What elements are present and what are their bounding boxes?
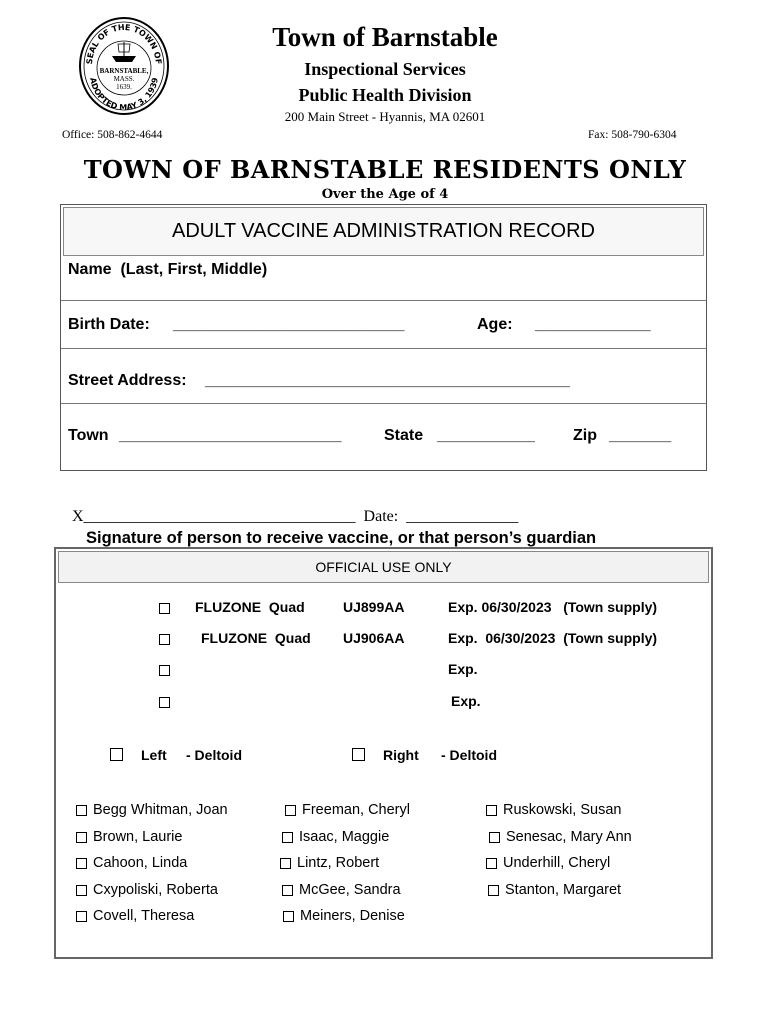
- age-requirement: Over the Age of 4: [321, 187, 449, 202]
- birth-date-label: Birth Date:: [68, 316, 150, 333]
- vaccine-expiration: Exp.: [448, 661, 478, 677]
- staff-name: Brown, Laurie: [93, 829, 183, 845]
- staff-item[interactable]: [76, 829, 182, 845]
- staff-name: McGee, Sandra: [299, 882, 401, 898]
- vaccine-name: FLUZONE Quad: [195, 599, 305, 615]
- seal-text-top: SEAL OF THE TOWN OF: [84, 22, 164, 65]
- signature-caption: Signature of person to receive vaccine, or that person’s guardian: [86, 529, 597, 547]
- staff-name: Senesac, Mary Ann: [506, 829, 632, 845]
- staff-item[interactable]: [283, 908, 405, 924]
- state-field[interactable]: ___________: [437, 427, 535, 444]
- office-address: 200 Main Street - Hyannis, MA 02601: [284, 109, 486, 124]
- staff-name: Cahoon, Linda: [93, 855, 188, 871]
- staff-checkbox[interactable]: [280, 858, 291, 869]
- staff-item[interactable]: [486, 855, 610, 871]
- staff-item[interactable]: [489, 829, 632, 845]
- vaccine-name: FLUZONE Quad: [201, 630, 311, 646]
- divider: [61, 300, 706, 301]
- right-deltoid-checkbox[interactable]: [352, 748, 365, 761]
- fax-number: Fax: 508-790-6304: [588, 129, 677, 141]
- staff-item[interactable]: [282, 882, 401, 898]
- state-label: State: [384, 427, 424, 444]
- town-title: Town of Barnstable: [272, 22, 498, 52]
- staff-name: Ruskowski, Susan: [503, 802, 622, 818]
- staff-name: Cxypoliski, Roberta: [93, 882, 218, 898]
- official-use-header: OFFICIAL USE ONLY: [58, 551, 709, 583]
- staff-item[interactable]: [76, 802, 228, 818]
- staff-item[interactable]: [76, 908, 194, 924]
- division-name: Public Health Division: [298, 85, 472, 105]
- signature-date-line[interactable]: X__________________________________ Date: ______________: [72, 508, 519, 525]
- staff-name: Isaac, Maggie: [299, 829, 390, 845]
- vaccine-expiration: Exp. 06/30/2023 (Town supply): [448, 599, 658, 615]
- staff-checkbox[interactable]: [76, 832, 87, 843]
- vaccine-checkbox[interactable]: [159, 603, 170, 614]
- seal-text-bottom: ADOPTED MAY 3, 1939: [88, 76, 160, 113]
- birth-date-field[interactable]: __________________________: [173, 316, 405, 333]
- age-field[interactable]: _____________: [535, 316, 651, 333]
- record-title: ADULT VACCINE ADMINISTRATION RECORD: [63, 207, 704, 256]
- staff-checkbox[interactable]: [285, 805, 296, 816]
- vaccine-checkbox[interactable]: [159, 634, 170, 645]
- seal-center-line1: BARNSTABLE,: [99, 67, 149, 75]
- staff-name: Meiners, Denise: [300, 908, 405, 924]
- staff-name: Underhill, Cheryl: [503, 855, 611, 871]
- staff-checkbox[interactable]: [282, 885, 293, 896]
- staff-checkbox[interactable]: [76, 858, 87, 869]
- vaccine-lot: UJ906AA: [343, 630, 405, 646]
- name-field-label[interactable]: Name (Last, First, Middle): [68, 261, 268, 278]
- staff-item[interactable]: [76, 882, 218, 898]
- left-site-desc: - Deltoid: [186, 747, 242, 763]
- seal-center-line3: 1639.: [116, 83, 132, 91]
- town-field[interactable]: _________________________: [119, 427, 342, 444]
- staff-item[interactable]: [488, 882, 621, 898]
- department-name: Inspectional Services: [304, 59, 466, 79]
- right-site-desc: - Deltoid: [441, 747, 497, 763]
- staff-name: Stanton, Margaret: [505, 882, 622, 898]
- staff-name: Begg Whitman, Joan: [93, 802, 228, 818]
- zip-field[interactable]: _______: [609, 427, 672, 444]
- left-deltoid-checkbox[interactable]: [110, 748, 123, 761]
- divider: [61, 403, 706, 404]
- office-phone: Office: 508-862-4644: [62, 129, 163, 141]
- staff-name: Lintz, Robert: [297, 855, 380, 871]
- staff-checkbox[interactable]: [486, 805, 497, 816]
- divider: [61, 348, 706, 349]
- staff-checkbox[interactable]: [76, 805, 87, 816]
- staff-checkbox[interactable]: [283, 911, 294, 922]
- residents-only-heading: TOWN OF BARNSTABLE RESIDENTS ONLY: [83, 155, 687, 184]
- zip-label: Zip: [573, 427, 597, 444]
- staff-item[interactable]: [486, 802, 621, 818]
- official-use-section: [54, 547, 713, 959]
- staff-item[interactable]: [282, 829, 389, 845]
- staff-checkbox[interactable]: [486, 858, 497, 869]
- street-address-label: Street Address:: [68, 372, 187, 389]
- street-address-field[interactable]: _________________________________________: [205, 372, 570, 389]
- vaccine-checkbox[interactable]: [159, 697, 170, 708]
- vaccine-expiration: Exp.: [451, 693, 481, 709]
- right-site-label: Right: [383, 747, 419, 763]
- vaccine-expiration: Exp. 06/30/2023 (Town supply): [448, 630, 658, 646]
- town-label: Town: [68, 427, 109, 444]
- seal-center-line2: MASS.: [113, 75, 135, 83]
- vaccine-checkbox[interactable]: [159, 665, 170, 676]
- left-site-label: Left: [141, 747, 167, 763]
- staff-checkbox[interactable]: [76, 911, 87, 922]
- staff-checkbox[interactable]: [488, 885, 499, 896]
- staff-item[interactable]: [280, 855, 379, 871]
- vaccine-record-form: [60, 204, 707, 471]
- staff-item[interactable]: [285, 802, 410, 818]
- age-label: Age:: [477, 316, 513, 333]
- staff-checkbox[interactable]: [282, 832, 293, 843]
- staff-name: Covell, Theresa: [93, 908, 195, 924]
- staff-checkbox[interactable]: [489, 832, 500, 843]
- staff-name: Freeman, Cheryl: [302, 802, 410, 818]
- staff-item[interactable]: [76, 855, 187, 871]
- vaccine-lot: UJ899AA: [343, 599, 405, 615]
- staff-checkbox[interactable]: [76, 885, 87, 896]
